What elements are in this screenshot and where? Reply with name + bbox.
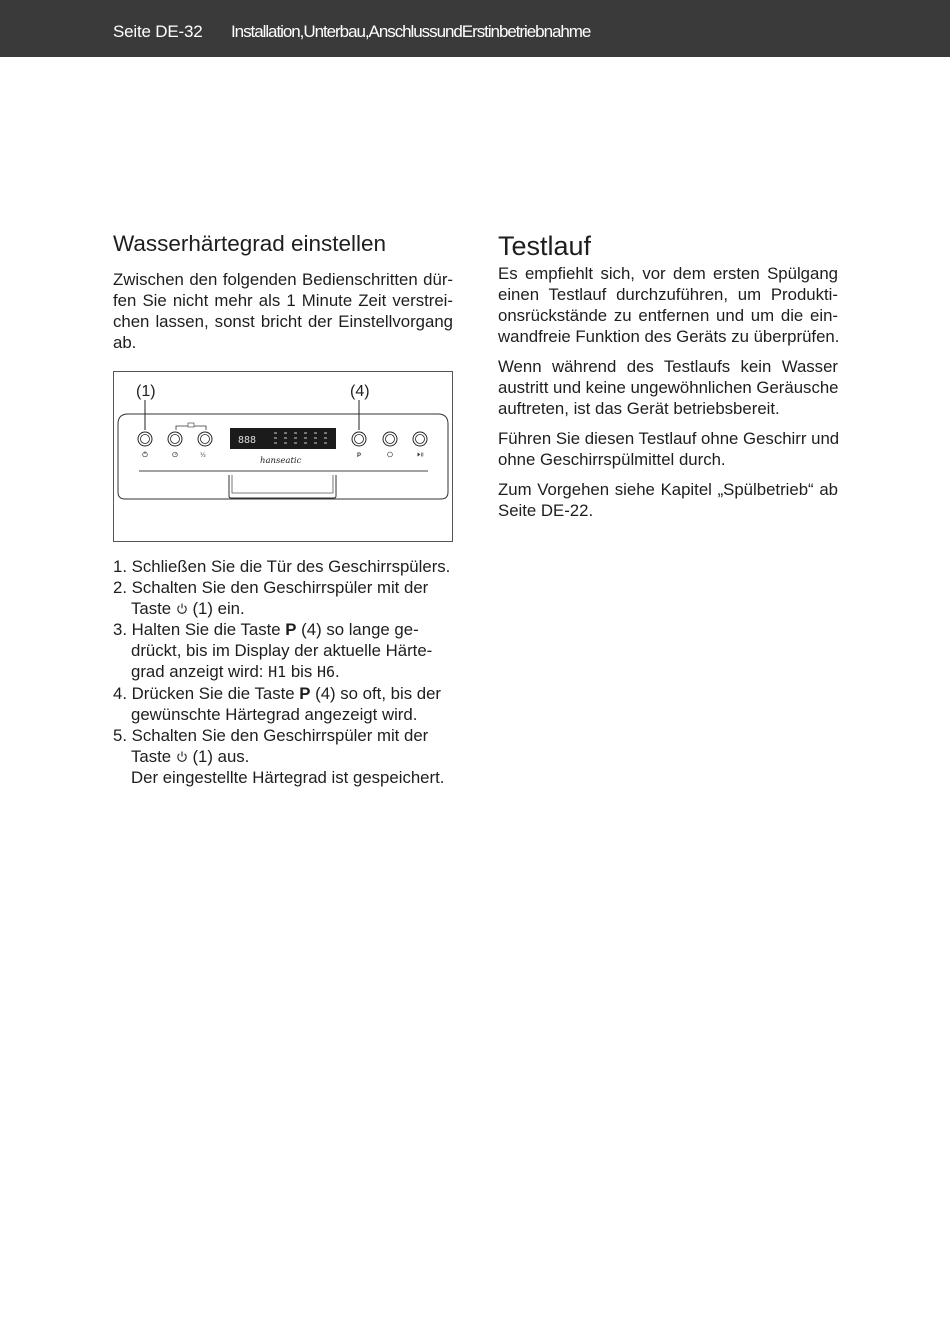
power-icon bbox=[143, 451, 148, 457]
water-hardness-section bbox=[113, 229, 453, 353]
steps-list bbox=[113, 556, 458, 788]
intro-line: ab. bbox=[113, 333, 137, 352]
p-label: P bbox=[357, 453, 362, 459]
control-panel-figure bbox=[113, 371, 453, 542]
step-3-cont: grad anzeigt wird: H1 bis H6. bbox=[131, 662, 340, 681]
page-number: Seite DE-32 bbox=[113, 22, 203, 41]
eco-icon bbox=[388, 452, 393, 457]
door-handle bbox=[229, 475, 336, 498]
power-symbol-icon bbox=[176, 750, 188, 763]
step-2: 2. Schalten Sie den Geschirrspüler mit der bbox=[113, 578, 429, 597]
test-run-paragraph-1: Es empfiehlt sich, vor dem ersten Spülgang einen Testlauf durchzuführen, um Produkti- onsrückstände zu entfernen und um die ein- wandfreie Funktion des Geräts zu überprüfen. bbox=[498, 264, 840, 346]
step-3-cont: drückt, bis im Display der aktuelle Härte- bbox=[131, 641, 433, 660]
test-run-paragraph-4: Zum Vorgehen siehe Kapitel „Spülbetrieb“ ab Seite DE-22. bbox=[498, 480, 838, 520]
door-handle-inner bbox=[232, 475, 333, 493]
callout-4-label: (4) bbox=[350, 383, 370, 400]
section-heading-test-run: Testlauf bbox=[498, 231, 592, 261]
display-code-h1: H1 bbox=[268, 663, 287, 681]
control-panel-illustration bbox=[114, 372, 452, 541]
half-load-icon: ½ bbox=[200, 452, 206, 459]
section-heading-water-hardness: Wasserhärtegrad einstellen bbox=[113, 231, 387, 256]
step-5-result: Der eingestellte Härtegrad ist gespeichert. bbox=[131, 768, 445, 787]
step-5: 5. Schalten Sie den Geschirrspüler mit der bbox=[113, 726, 429, 745]
step-3: 3. Halten Sie die Taste P (4) so lange ge- bbox=[113, 620, 419, 639]
test-run-paragraph-2: Wenn während des Testlaufs kein Wasser austritt und keine ungewöhnlichen Geräusche auftreten, ist das Gerät betriebsbereit. bbox=[498, 357, 839, 418]
start-pause-icon bbox=[418, 453, 423, 457]
callout-1-label: (1) bbox=[136, 383, 156, 400]
display-code-h6: H6 bbox=[316, 663, 336, 681]
power-symbol-icon bbox=[176, 602, 188, 615]
brand-logo: hanseatic bbox=[260, 456, 302, 466]
page-header bbox=[0, 0, 950, 57]
chapter-title: Installation,Unterbau,AnschlussundErstinbetriebnahme bbox=[231, 22, 591, 41]
step-4: 4. Drücken Sie die Taste P (4) so oft, bis der bbox=[113, 684, 442, 703]
intro-line: chen lassen, sonst bricht der Einstellvorgang bbox=[113, 312, 453, 331]
display-digits: 888 bbox=[238, 435, 257, 446]
step-2-cont: Taste (1) ein. bbox=[131, 599, 245, 618]
intro-line: fen Sie nicht mehr als 1 Minute Zeit verstrei- bbox=[113, 291, 453, 310]
step-1: 1. Schließen Sie die Tür des Geschirrspülers. bbox=[113, 557, 451, 576]
timer-icon bbox=[173, 452, 178, 457]
intro-line: Zwischen den folgenden Bedienschritten dür- bbox=[113, 270, 453, 289]
step-4-cont: gewünschte Härtegrad angezeigt wird. bbox=[131, 705, 418, 724]
test-run-section bbox=[498, 229, 838, 530]
step-5-cont: Taste (1) aus. bbox=[131, 747, 250, 766]
bracket-icon bbox=[188, 423, 194, 427]
test-run-paragraph-3: Führen Sie diesen Testlauf ohne Geschirr und ohne Geschirrspülmittel durch. bbox=[498, 429, 840, 469]
